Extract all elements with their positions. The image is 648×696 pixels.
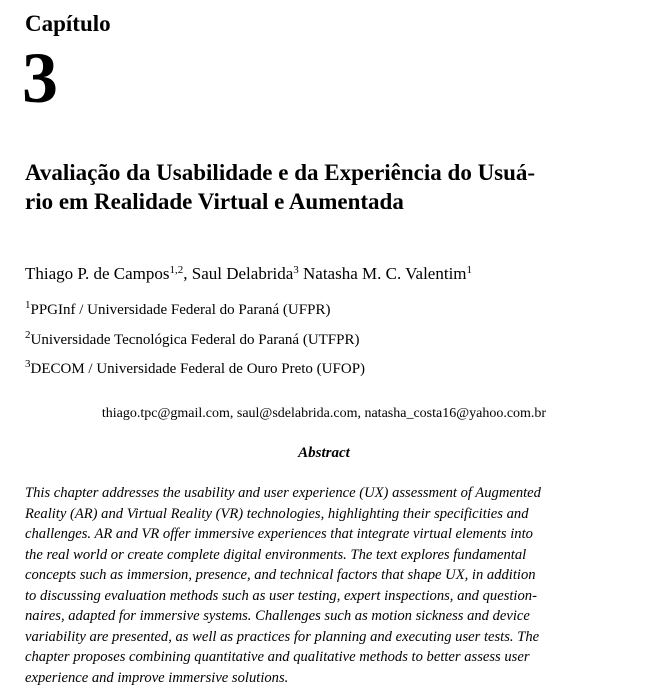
abstract-line: to discussing evaluation methods such as user testing, expert inspections, and question- (25, 587, 537, 604)
chapter-number: 3 (22, 38, 58, 118)
affiliation-mark: 3 (25, 358, 31, 370)
author-affiliation-mark: 3 (293, 264, 299, 276)
affiliation-text: Universidade Tecnológica Federal do Paraná (UTFPR) (30, 332, 360, 348)
affiliation-mark: 2 (25, 329, 31, 341)
abstract-body (25, 483, 635, 688)
abstract-line: challenges. AR and VR offer immersive experiences that integrate virtual elements into (25, 526, 533, 542)
author-name: Natasha M. C. Valentim (303, 264, 467, 283)
abstract-line: the real world or create complete digital environments. The text explores fundamental (25, 546, 527, 563)
affiliation-text: DECOM / Universidade Federal de Ouro Preto (UFOP) (30, 361, 366, 377)
author-affiliation-mark: 1 (466, 264, 473, 276)
affiliation-mark: 1 (25, 299, 31, 311)
chapter-title (25, 158, 637, 216)
abstract-heading: Abstract (298, 445, 350, 461)
affiliation-line (25, 359, 365, 379)
author-separator: , (183, 264, 192, 283)
chapter-label: Capítulo (25, 11, 111, 36)
abstract-line: naires, adapted for immersive systems. Challenges such as motion sickness and device (25, 608, 530, 624)
author-name: Thiago P. de Campos (25, 264, 170, 283)
author-affiliation-mark: 1,2 (169, 264, 184, 276)
affiliation-text: PPGInf / Universidade Federal do Paraná (UFPR) (30, 302, 331, 318)
affiliation-line (25, 300, 330, 320)
chapter-title-line: rio em Realidade Virtual e Aumentada (25, 189, 404, 214)
abstract-line: experience and improve immersive solutions. (25, 669, 289, 686)
author-emails: thiago.tpc@gmail.com, saul@sdelabrida.com, natasha_costa16@yahoo.com.br (101, 406, 547, 421)
affiliation-line (25, 330, 360, 350)
abstract-line: variability are presented, as well as practices for planning and executing user tests. The (25, 628, 540, 645)
author-name: Saul Delabrida (191, 264, 294, 283)
abstract-line: chapter proposes combining quantitative and qualitative methods to better assess user (25, 649, 530, 665)
abstract-line: This chapter addresses the usability and user experience (UX) assessment of Augmented (25, 485, 541, 501)
author-list (25, 262, 472, 286)
chapter-title-line: Avaliação da Usabilidade e da Experiência do Usuá- (25, 160, 536, 185)
abstract-line: concepts such as immersion, presence, and technical factors that shape UX, in addition (25, 567, 536, 583)
abstract-line: Reality (AR) and Virtual Reality (VR) technologies, highlighting their specificities and (25, 505, 529, 522)
